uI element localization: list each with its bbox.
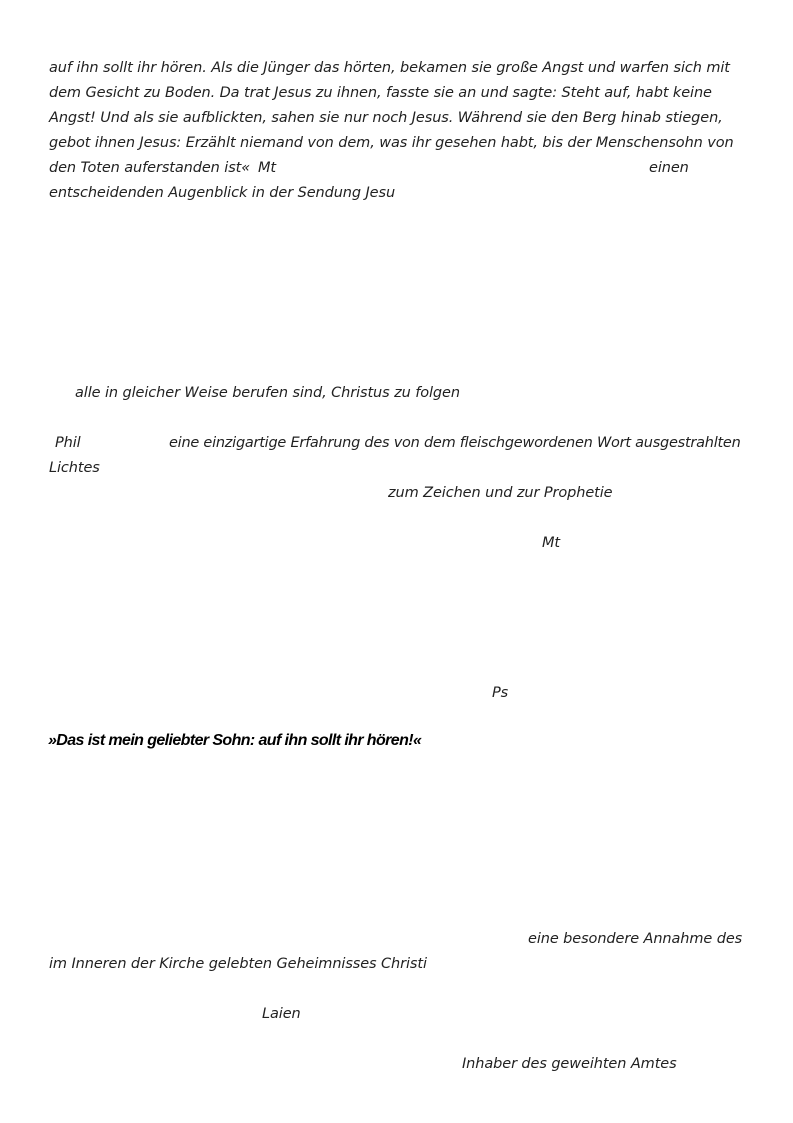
paragraph-line-2: dem Gesicht zu Boden. Da trat Jesus zu ihnen, fasste sie an und sagte: Steht auf, habt keine [49, 85, 712, 101]
paragraph-line-5-quote-end: den Toten auferstanden ist« [49, 160, 251, 176]
scripture-ref-phil: Phil [55, 435, 81, 451]
paragraph-line-5-einen: einen [649, 160, 689, 176]
paragraph-line-6: entscheidenden Augenblick in der Sendung Jesu [49, 185, 396, 201]
scripture-ref-ps: Ps [492, 685, 509, 701]
laien-fragment: Laien [262, 1006, 301, 1022]
amt-fragment: Inhaber des geweihten Amtes [462, 1056, 677, 1072]
scripture-ref-mt: Mt [258, 160, 276, 176]
geheimnis-fragment: im Inneren der Kirche gelebten Geheimnisses Christi [49, 956, 427, 972]
annahme-fragment: eine besondere Annahme des [528, 931, 743, 947]
lichtes-fragment: Lichtes [49, 460, 100, 476]
scripture-ref-mt-2: Mt [542, 535, 560, 551]
section-heading: »Das ist mein geliebter Sohn: auf ihn sollt ihr hören!« [48, 732, 422, 749]
experience-fragment: eine einzigartige Erfahrung des von dem fleischgewordenen Wort ausgestrahlten [169, 435, 741, 451]
called-fragment: alle in gleicher Weise berufen sind, Christus zu folgen [75, 385, 460, 401]
sign-fragment: zum Zeichen und zur Prophetie [388, 485, 613, 501]
paragraph-line-3: Angst! Und als sie aufblickten, sahen sie nur noch Jesus. Während sie den Berg hinab stiegen, [49, 110, 723, 126]
paragraph-line-4: gebot ihnen Jesus: Erzählt niemand von dem, was ihr gesehen habt, bis der Menschensohn von [49, 135, 734, 151]
paragraph-line-1: auf ihn sollt ihr hören. Als die Jünger das hörten, bekamen sie große Angst und warfen sich mit [49, 60, 730, 76]
